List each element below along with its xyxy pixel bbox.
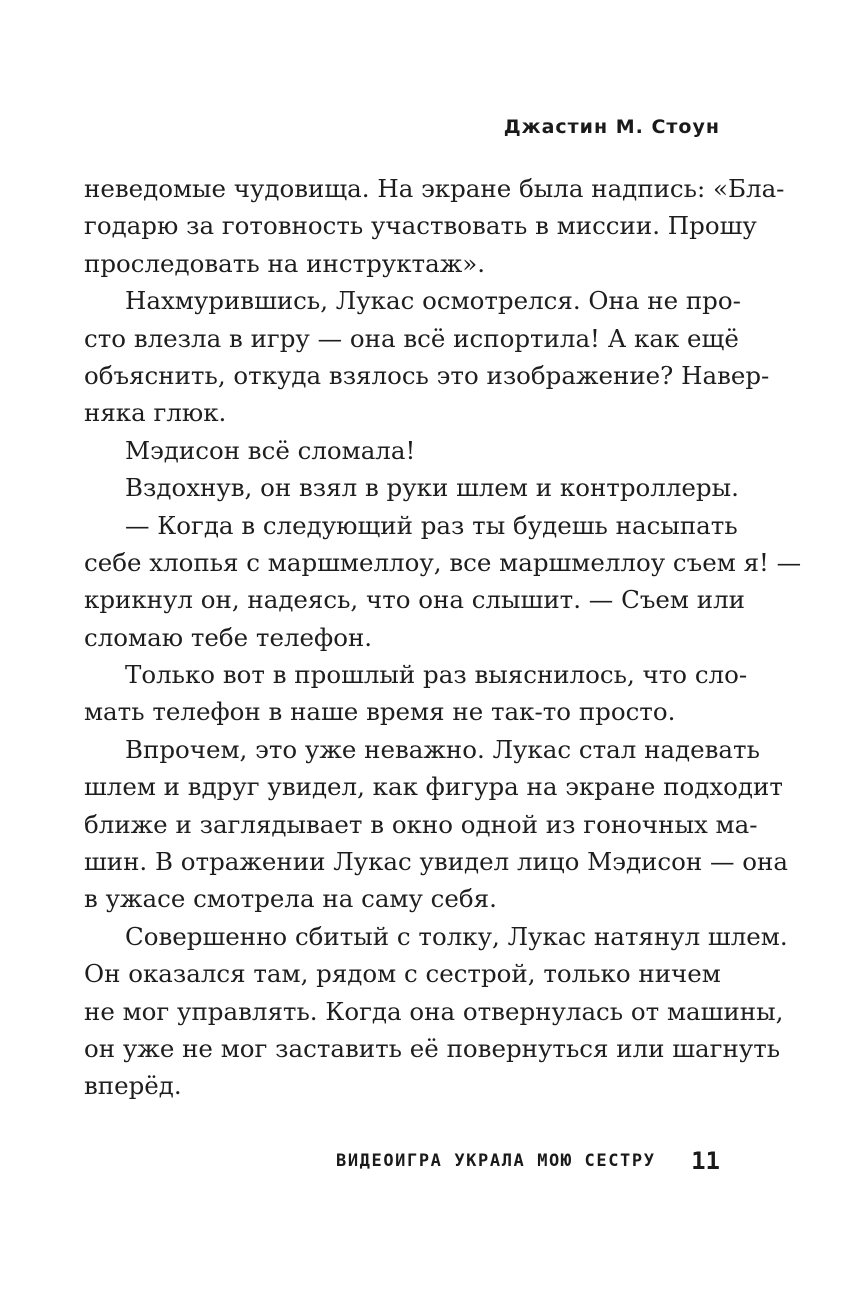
text-line: неведомые чудовища. На экране была надпись: «Бла- <box>84 174 785 203</box>
text-line: няка глюк. <box>84 398 227 428</box>
paragraph <box>84 469 739 506</box>
text-line: шин. В отражении Лукас увидел лицо Мэдисон — она <box>84 847 788 877</box>
text-line: не мог управлять. Когда она отвернулась от машины, <box>84 996 784 1026</box>
text-line: проследовать на инструктаж». <box>84 248 486 278</box>
paragraph <box>84 170 785 282</box>
text-line: шлем и вдруг увидел, как фигура на экране подходит <box>84 772 783 802</box>
text-line: в ужасе смотрела на саму себя. <box>84 884 497 914</box>
text-line: Вздохнув, он взял в руки шлем и контроллеры. <box>125 473 739 503</box>
running-header-author: Джастин М. Стоун <box>503 116 720 138</box>
paragraph <box>84 432 720 469</box>
text-line: Совершенно сбитый с толку, Лукас натянул шлем. <box>125 921 788 951</box>
footer-book-title: ВИДЕОИГРА УКРАЛА МОЮ СЕСТРУ <box>336 1151 656 1171</box>
text-line: сломаю тебе телефон. <box>84 622 373 652</box>
paragraph <box>84 282 770 432</box>
text-line: Только вот в прошлый раз выяснилось, что сло- <box>125 660 748 690</box>
text-line: вперёд. <box>84 1071 182 1101</box>
text-line: годарю за готовность участвовать в миссии. Прошу <box>84 211 757 241</box>
body-text <box>84 170 802 1105</box>
text-line: он уже не мог заставить её повернуться или шагнуть <box>84 1033 781 1063</box>
text-line: сто влезла в игру — она всё испортила! А как ещё <box>84 323 739 353</box>
text-line: Он оказался там, рядом с сестрой, только ничем <box>84 959 721 989</box>
page-number: 11 <box>691 1147 720 1175</box>
text-line: — Когда в следующий раз ты будешь насыпать <box>125 510 738 540</box>
text-line: Нахмурившись, Лукас осмотрелся. Она не про- <box>125 286 741 316</box>
text-line: объяснить, откуда взялось это изображение? Навер- <box>84 360 770 390</box>
text-line: крикнул он, надеясь, что она слышит. — Съем или <box>84 585 745 615</box>
running-footer <box>336 1147 720 1177</box>
paragraph <box>84 918 788 1105</box>
text-line: мать телефон в наше время не так-то просто. <box>84 697 676 727</box>
paragraph <box>84 656 748 731</box>
text-line: Впрочем, это уже неважно. Лукас стал надевать <box>125 734 760 764</box>
text-line: себе хлопья с маршмеллоу, все маршмеллоу съем я! — <box>84 547 802 577</box>
text-line: Мэдисон всё сломала! <box>125 435 416 465</box>
paragraph <box>84 507 802 657</box>
paragraph <box>84 731 788 918</box>
text-line: ближе и заглядывает в окно одной из гоночных ма- <box>84 809 758 839</box>
